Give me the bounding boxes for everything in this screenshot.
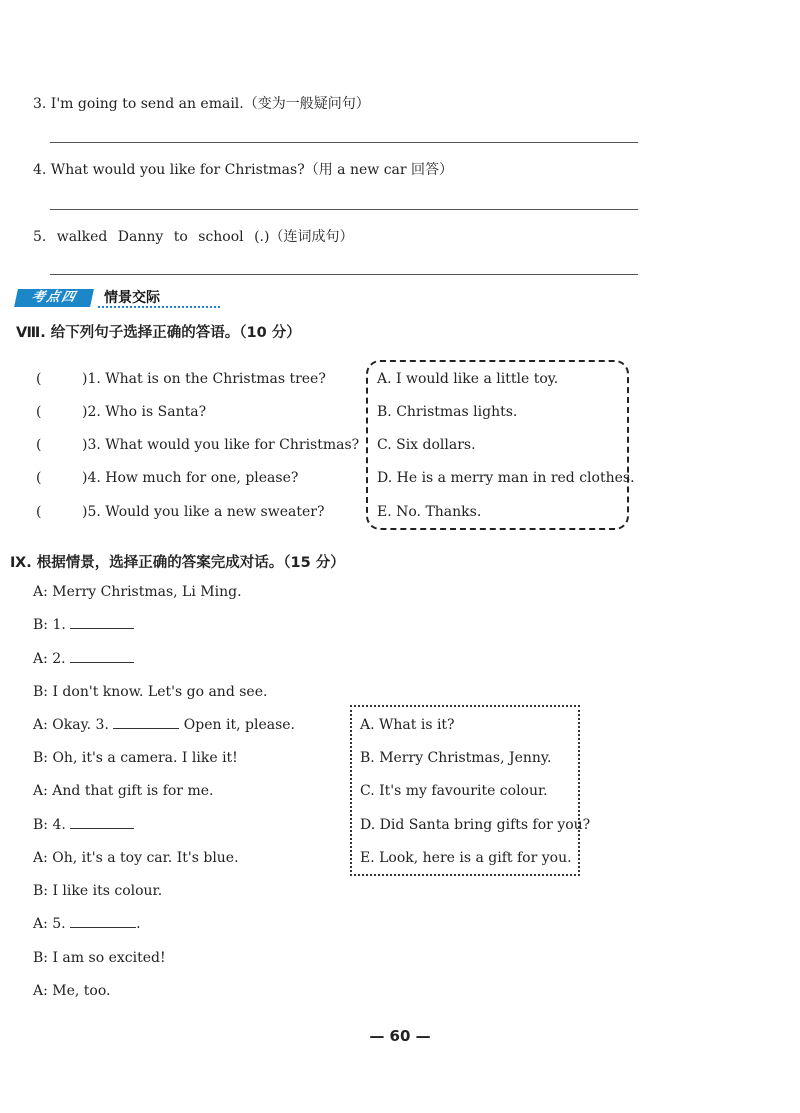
part9-option-c: C. It's my favourite colour. [360,783,548,799]
page-number: — 60 — [369,1027,431,1045]
section-title: 情景交际 [104,290,160,306]
answer-paren-4[interactable]: ( [36,470,42,486]
dialog-line-11: A: 5. . [33,916,141,932]
match-row-1 [36,371,326,387]
dialog-line-6: B: Oh, it's a camera. I like it! [33,750,238,766]
part9-option-d: D. Did Santa bring gifts for you? [360,817,591,833]
dialog-line-13: A: Me, too. [33,983,111,999]
match-question-4: )4. How much for one, please? [82,470,299,486]
part9-option-b: B. Merry Christmas, Jenny. [360,750,552,766]
dialog-line-3: A: 2. [33,651,134,667]
blank-3[interactable] [113,727,179,729]
blank-2[interactable] [70,661,134,663]
blank-4[interactable] [70,827,134,829]
match-question-5: )5. Would you like a new sweater? [82,504,325,520]
dialog-line-2: B: 1. [33,617,134,633]
dialog-line-4: B: I don't know. Let's go and see. [33,684,268,700]
match-row-2 [36,404,206,420]
answer-paren-3[interactable]: ( [36,437,42,453]
part8-option-b: B. Christmas lights. [377,404,518,420]
part9-heading: Ⅸ. 根据情景，选择正确的答案完成对话。（15 分） [10,555,345,571]
dialog-line-7: A: And that gift is for me. [33,783,214,799]
answer-paren-5[interactable]: ( [36,504,42,520]
answer-line-4[interactable] [50,209,638,210]
blank-1[interactable] [70,627,134,629]
section-banner [16,289,204,307]
part8-heading: Ⅷ. 给下列句子选择正确的答语。（10 分） [16,325,301,341]
match-row-5 [36,504,324,520]
question-5: 5. walked Danny to school (.)（连词成句） [33,229,354,245]
answer-line-5[interactable] [50,274,638,275]
match-question-1: )1. What is on the Christmas tree? [82,371,326,387]
dialog-line-1: A: Merry Christmas, Li Ming. [33,584,242,600]
part9-option-e: E. Look, here is a gift for you. [360,850,572,866]
part8-option-d: D. He is a merry man in red clothes. [377,470,635,486]
match-question-2: )2. Who is Santa? [82,404,207,420]
answer-paren-2[interactable]: ( [36,404,42,420]
dialog-line-9: A: Oh, it's a toy car. It's blue. [33,850,239,866]
dialog-line-8: B: 4. [33,817,134,833]
dialog-line-12: B: I am so excited! [33,950,166,966]
answer-paren-1[interactable]: ( [36,371,42,387]
blank-5[interactable] [70,926,136,928]
part8-option-e: E. No. Thanks. [377,504,482,520]
answer-line-3[interactable] [50,142,638,143]
part8-option-a: A. I would like a little toy. [377,371,559,387]
dialog-line-5: A: Okay. 3. Open it, please. [33,717,295,733]
section-underline [98,306,220,308]
dialog-line-10: B: I like its colour. [33,883,163,899]
match-row-4 [36,470,298,486]
match-row-3 [36,437,359,453]
part8-option-c: C. Six dollars. [377,437,476,453]
part9-option-a: A. What is it? [360,717,455,733]
question-4: 4. What would you like for Christmas?（用 a new car 回答） [33,162,454,178]
match-question-3: )3. What would you like for Christmas? [82,437,360,453]
section-tag: 考点四 [14,289,94,307]
question-3: 3. I'm going to send an email.（变为一般疑问句） [33,96,370,112]
